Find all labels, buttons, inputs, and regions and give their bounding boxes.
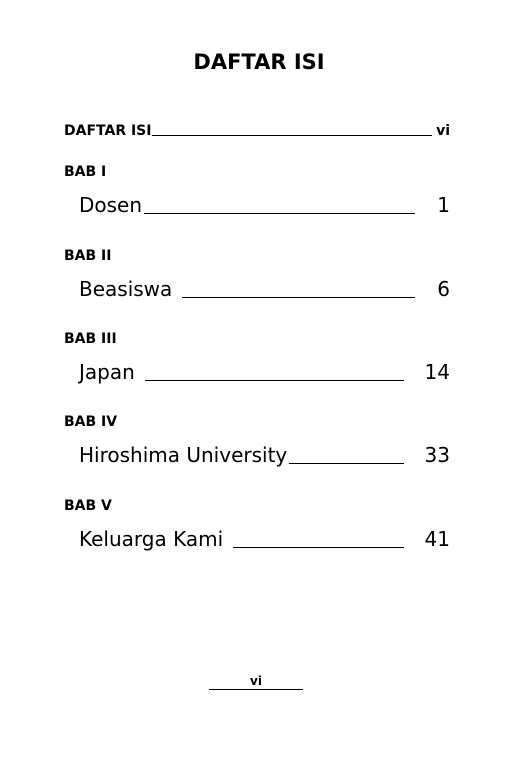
leader-line — [182, 297, 415, 298]
toc-chapter-5 — [64, 497, 450, 551]
toc-chapter-4 — [64, 413, 450, 467]
toc-entry[interactable] — [79, 356, 450, 384]
toc-entry-label: DAFTAR ISI — [64, 123, 152, 139]
chapter-heading: BAB II — [64, 248, 112, 264]
toc-entry[interactable] — [79, 189, 450, 217]
toc-entry-page: 1 — [437, 193, 450, 217]
leader-line — [289, 463, 404, 464]
toc-entry-label: Dosen — [79, 193, 143, 217]
toc-entry-page: 33 — [424, 443, 450, 467]
chapter-heading: BAB IV — [64, 414, 118, 430]
toc-chapter-1 — [64, 163, 450, 217]
toc-chapter-2 — [64, 247, 450, 301]
page-number: vi — [209, 674, 303, 690]
toc-entry-label: Beasiswa — [79, 277, 173, 301]
toc-entry[interactable] — [79, 439, 450, 467]
toc-entry-label: Japan — [79, 360, 135, 384]
chapter-heading: BAB V — [64, 498, 112, 514]
toc-entry-page: 14 — [424, 360, 450, 384]
toc-entry-page: 6 — [437, 277, 450, 301]
leader-line — [145, 380, 404, 381]
leader-line — [144, 213, 415, 214]
toc-entry-page: 41 — [424, 527, 450, 551]
toc-entry[interactable] — [79, 523, 450, 551]
chapter-heading: BAB III — [64, 331, 117, 347]
leader-line — [152, 135, 432, 136]
toc-entry-page: vi — [436, 123, 450, 139]
page-title: DAFTAR ISI — [193, 50, 325, 74]
chapter-heading: BAB I — [64, 164, 107, 180]
toc-entry-label: Keluarga Kami — [79, 527, 224, 551]
toc-entry[interactable] — [79, 273, 450, 301]
leader-line — [233, 547, 404, 548]
toc-entry-label: Hiroshima University — [79, 443, 288, 467]
toc-entry-daftar-isi[interactable] — [64, 119, 450, 139]
toc-chapter-3 — [64, 330, 450, 384]
